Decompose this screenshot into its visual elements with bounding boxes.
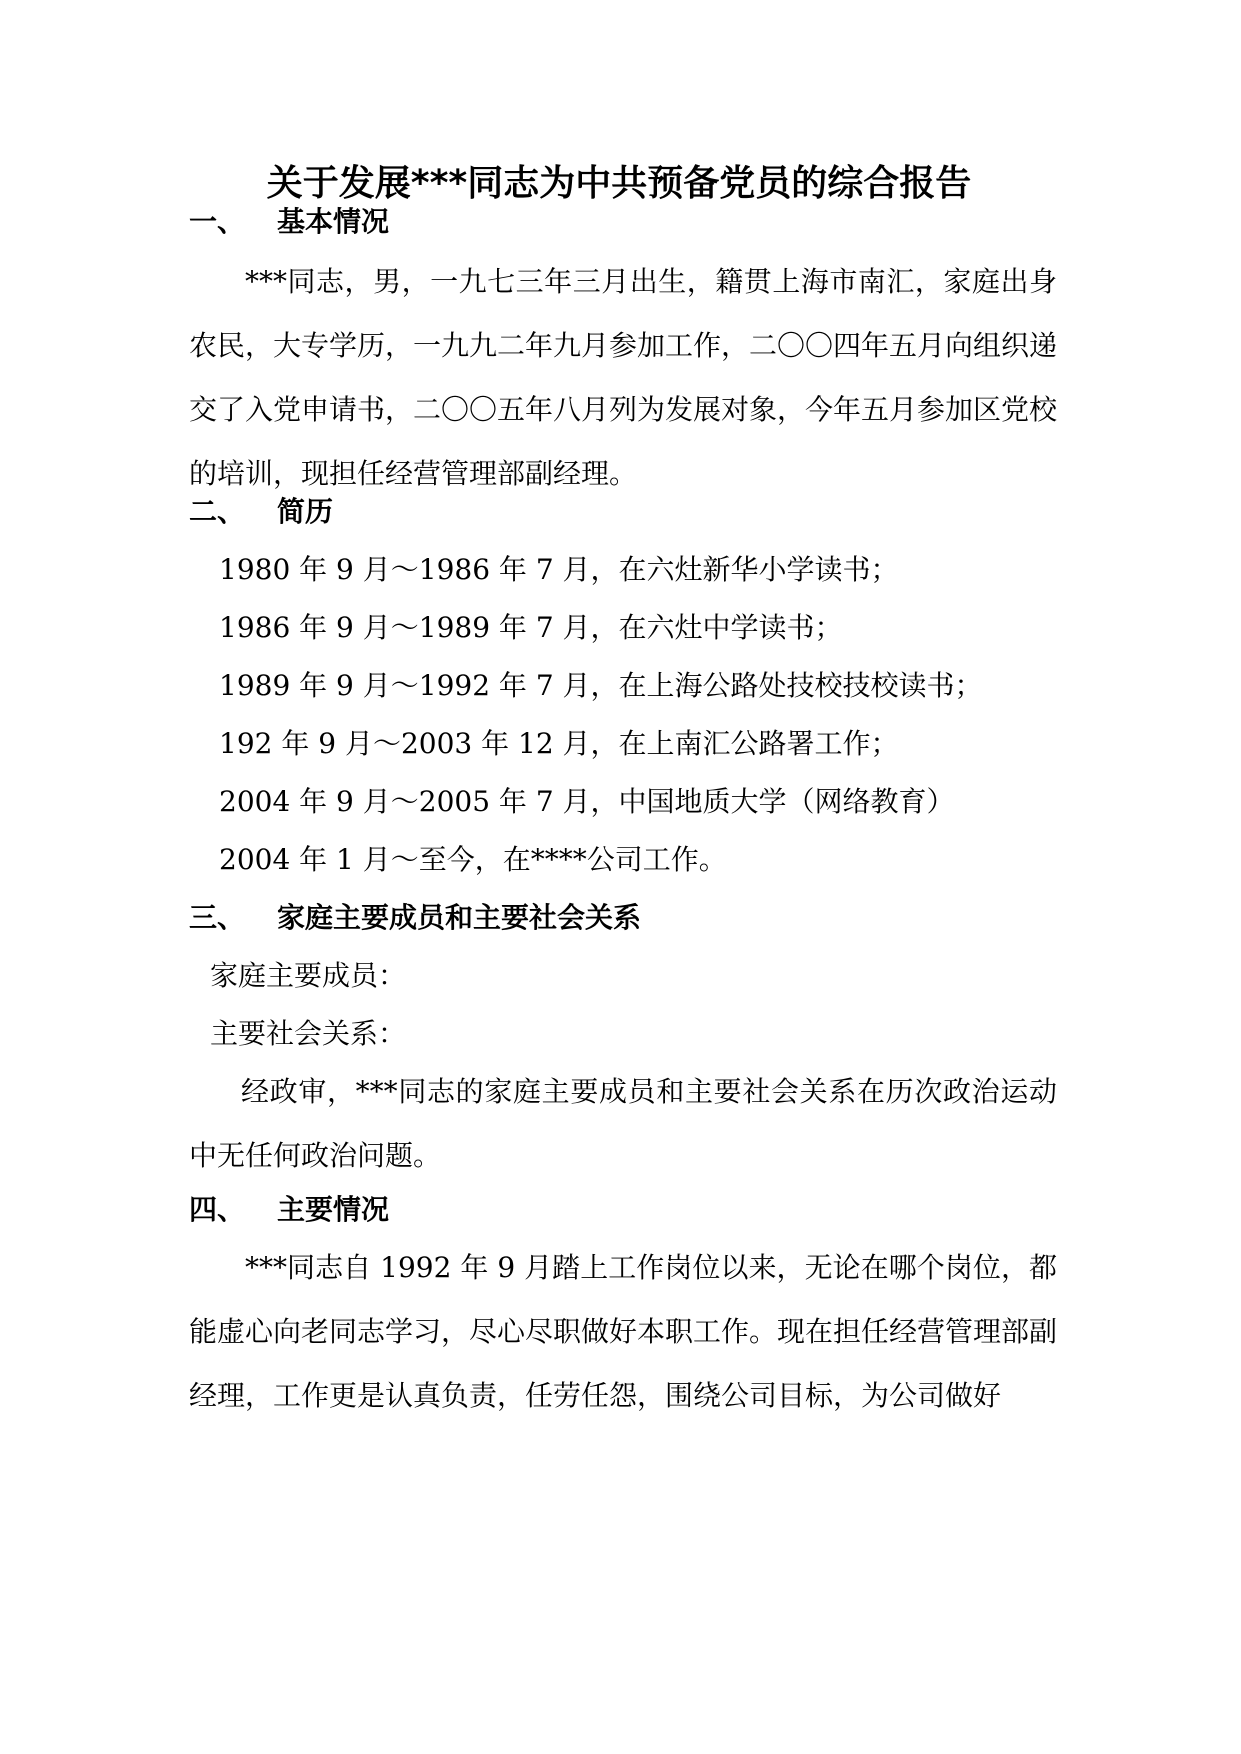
section-number: 三、 [189, 901, 246, 934]
social-relations-label: 主要社会关系： [210, 1017, 407, 1050]
section-title: 简历 [277, 495, 334, 528]
family-review-paragraph: 经政审，***同志的家庭主要成员和主要社会关系在历次政治运动中无任何政治问题。 [189, 1075, 1057, 1172]
resume-entry: 1980 年 9 月～1986 年 7 月，在六灶新华小学读书； [219, 553, 899, 586]
basic-info-paragraph: ***同志，男，一九七三年三月出生，籍贯上海市南汇，家庭出身农民，大专学历，一九九二年九月参加工作，二〇〇四年五月向组织递交了入党申请书，二〇〇五年八月列为发展对象，今年五月参加区党校的培训，现担任经营管理部副经理。 [189, 265, 1058, 490]
main-situation-paragraph: ***同志自 1992 年 9 月踏上工作岗位以来，无论在哪个岗位，都能虚心向老同志学习，尽心尽职做好本职工作。现在担任经营管理部副经理，工作更是认真负责，任劳任怨，围绕公司目标，为公司做好 [189, 1251, 1058, 1412]
section-number: 二、 [189, 495, 246, 528]
resume-entry: 192 年 9 月～2003 年 12 月，在上南汇公路署工作； [219, 727, 899, 760]
section-number: 四、 [189, 1193, 246, 1226]
section-title: 主要情况 [277, 1193, 390, 1226]
section-heading-main-situation [189, 1190, 389, 1230]
resume-entry: 2004 年 1 月～至今，在****公司工作。 [219, 843, 727, 876]
document-title: 关于发展***同志为中共预备党员的综合报告 [266, 163, 972, 204]
resume-entry: 1989 年 9 月～1992 年 7 月，在上海公路处技校技校读书； [219, 669, 983, 702]
section-title: 基本情况 [277, 205, 390, 238]
resume-entry: 1986 年 9 月～1989 年 7 月，在六灶中学读书； [219, 611, 843, 644]
section-title: 家庭主要成员和主要社会关系 [277, 901, 642, 934]
section-heading-basic-info [189, 202, 389, 242]
section-heading-family [189, 898, 641, 938]
family-members-label: 家庭主要成员： [210, 959, 407, 992]
resume-entry: 2004 年 9 月～2005 年 7 月，中国地质大学（网络教育） [219, 785, 955, 818]
section-heading-resume [189, 492, 333, 532]
section-number: 一、 [189, 205, 246, 238]
